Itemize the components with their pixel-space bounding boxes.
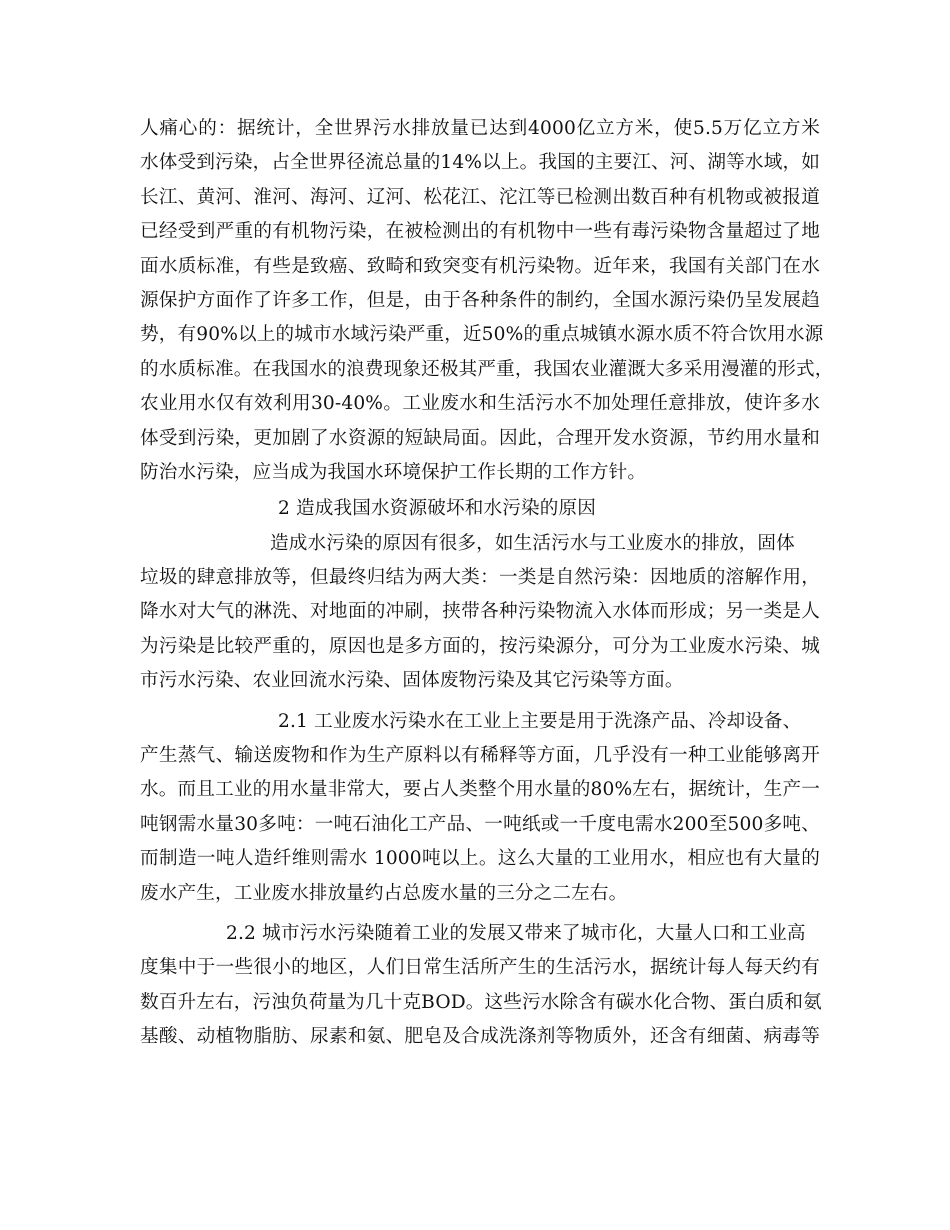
text-line: 2.1 工业废水污染水在工业上主要是用于洗涤产品、冷却设备、 (278, 710, 802, 732)
text-line: 的水质标准。在我国水的浪费现象还极其严重，我国农业灌溉大多采用漫灌的形式， (140, 358, 834, 380)
text-line: 造成水污染的原因有很多，如生活污水与工业废水的排放，固体 (270, 532, 795, 554)
text-line: 源保护方面作了许多工作，但是，由于各种条件的制约，全国水源污染仍呈发展趋 (140, 289, 820, 311)
text-line: 人痛心的：据统计，全世界污水排放量已达到4000亿立方米，使5.5万亿立方米 (140, 118, 820, 139)
text-line: 体受到污染，更加剧了水资源的短缺局面。因此，合理开发水资源，节约用水量和 (140, 427, 820, 449)
paragraph-pollution-causes (140, 527, 820, 699)
text-line: 2.2 城市污水污染随着工业的发展又带来了城市化，大量人口和工业高 (226, 922, 806, 944)
paragraph-water-pollution-status (140, 112, 834, 490)
text-line: 基酸、动植物脂肪、尿素和氨、肥皂及合成洗涤剂等物质外，还含有细菌、病毒等 (140, 1026, 820, 1048)
document-body (140, 112, 834, 1055)
text-line: 垃圾的肆意排放等，但最终归结为两大类：一类是自然污染：因地质的溶解作用， (140, 567, 820, 589)
paragraph-industrial-wastewater (140, 705, 820, 911)
text-line: 数百升左右，污浊负荷量为几十克BOD。这些污水除含有碳水化合物、蛋白质和氨 (140, 991, 822, 1013)
text-line: 面水质标准，有些是致癌、致畸和致突变有机污染物。近年来，我国有关部门在水 (140, 255, 820, 277)
text-line: 废水产生，工业废水排放量约占总废水量的三分之二左右。 (140, 882, 628, 904)
text-line: 水体受到污染，占全世界径流总量的14%以上。我国的主要江、河、湖等水域，如 (140, 152, 820, 174)
text-line: 已经受到严重的有机物污染，在被检测出的有机物中一些有毒污染物含量超过了地 (140, 221, 820, 243)
text-line: 市污水污染、农业回流水污染、固体废物污染及其它污染等方面。 (140, 670, 684, 692)
text-line: 而制造一吨人造纤维则需水 1000吨以上。这么大量的工业用水，相应也有大量的 (140, 848, 820, 870)
text-line: 农业用水仅有效利用30-40%。工业废水和生活污水不加处理任意排放，使许多水 (140, 393, 820, 415)
text-line: 降水对大气的淋洗、对地面的冲刷，挟带各种污染物流入水体而形成；另一类是人 (140, 601, 820, 623)
text-line: 为污染是比较严重的，原因也是多方面的，按污染源分，可分为工业废水污染、城 (140, 635, 820, 657)
text-line: 水。而且工业的用水量非常大，要占人类整个用水量的80%左右，据统计，生产一 (140, 779, 820, 801)
text-line: 防治水污染，应当成为我国水环境保护工作长期的工作方针。 (140, 461, 647, 483)
text-line: 产生蒸气、输送废物和作为生产原料以有稀释等方面，几乎没有一种工业能够离开 (140, 745, 820, 767)
text-line: 势，有90%以上的城市水域污染严重，近50%的重点城镇水源水质不符合饮用水源 (140, 324, 824, 346)
text-line: 长江、黄河、淮河、海河、辽河、松花江、沱江等已检测出数百种有机物或被报道 (140, 186, 820, 208)
text-line: 度集中于一些很小的地区，人们日常生活所产生的生活污水，据统计每人每天约有 (140, 957, 820, 979)
section-heading: 2 造成我国水资源破坏和水污染的原因 (278, 498, 596, 520)
paragraph-urban-sewage (140, 917, 820, 1055)
text-line: 吨钢需水量30多吨：一吨石油化工产品、一吨纸或一千度电需水200至500多吨、 (140, 813, 820, 835)
